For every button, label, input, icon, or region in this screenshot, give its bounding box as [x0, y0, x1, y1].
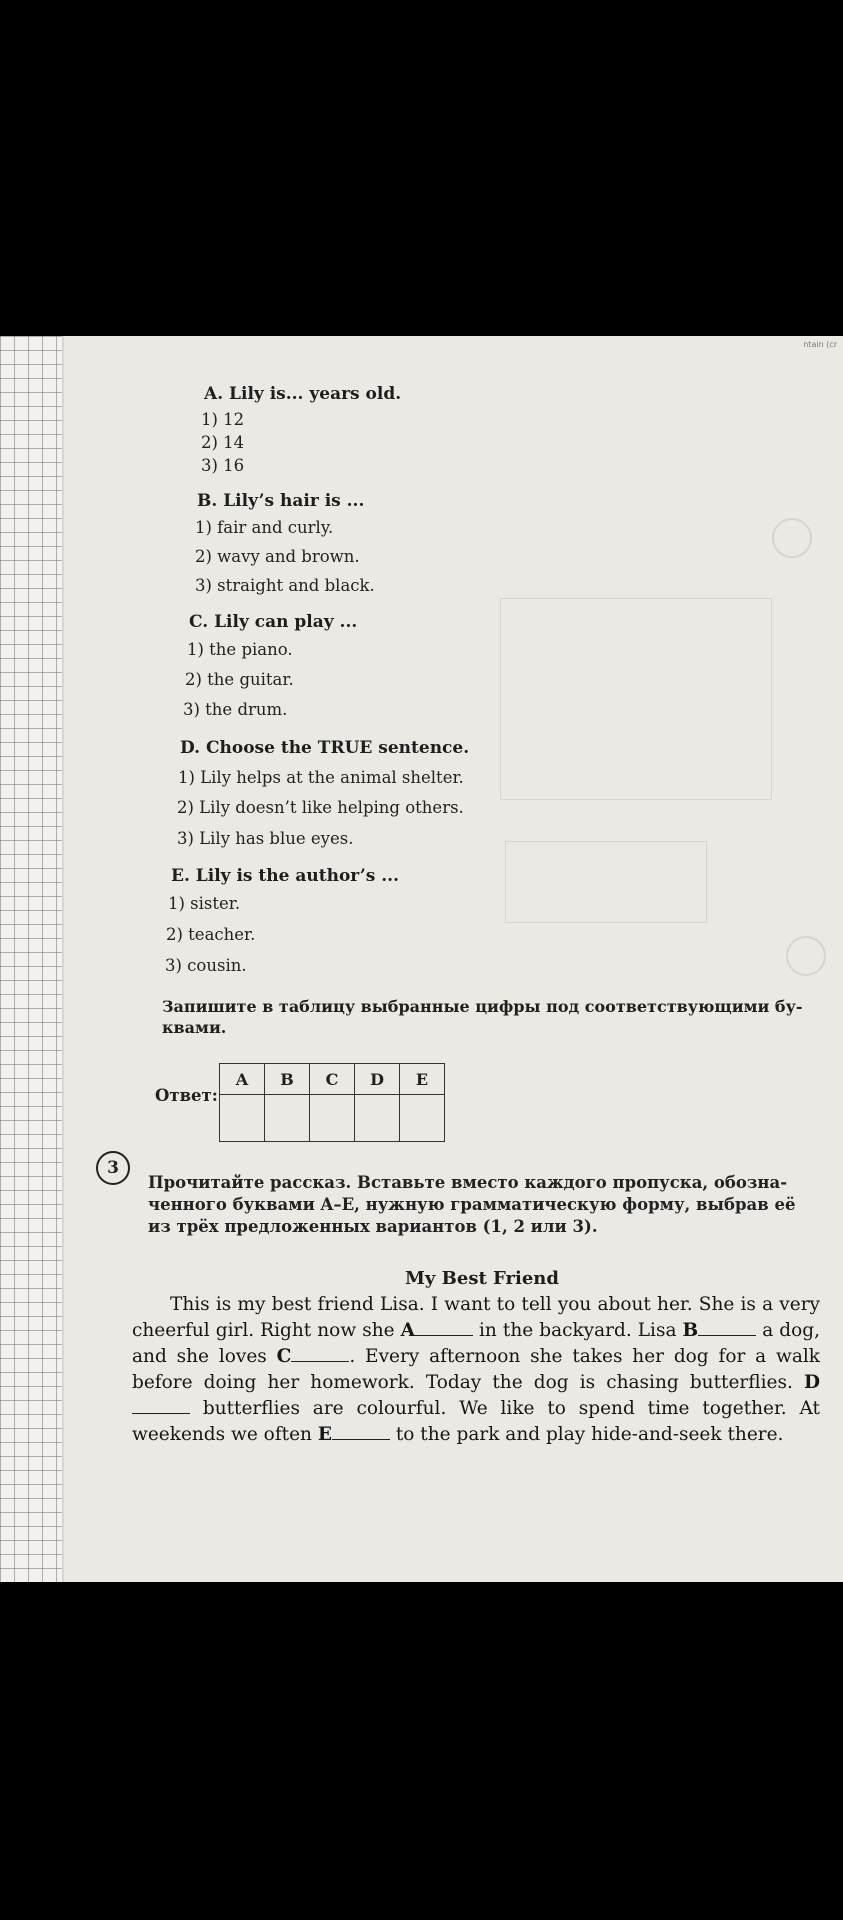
answer-cell-b[interactable]: [265, 1095, 310, 1142]
show-through-table: [505, 841, 707, 923]
gap-label-d: D: [803, 1372, 820, 1393]
answer-table-value-row: [220, 1095, 445, 1142]
gap-label-a: A: [400, 1320, 415, 1341]
answer-table: [219, 1063, 445, 1142]
story-part-6: to the park and play hide-and-seek there.: [389, 1424, 784, 1445]
show-through-circle-2: [786, 936, 826, 976]
task-3-number-badge: 3: [96, 1151, 130, 1185]
gap-e[interactable]: [332, 1423, 390, 1440]
story-part-1: This is my best friend Lisa. I want to tell you about her. She is a very cheerful girl. Right now she: [132, 1294, 820, 1341]
question-a-option-3: 3) 16: [201, 456, 245, 475]
question-b-stem: B. Lily’s hair is ...: [197, 491, 365, 511]
question-d-option-3: 3) Lily has blue eyes.: [177, 829, 354, 848]
task-3-instruction-line-1: Прочитайте рассказ. Вставьте вместо каждого пропуска, обозна-: [148, 1173, 788, 1192]
answer-cell-c[interactable]: [310, 1095, 355, 1142]
page-edge-shadow: [62, 336, 64, 1582]
question-a-option-2: 2) 14: [201, 433, 245, 452]
answer-header-e: E: [400, 1064, 445, 1095]
question-a-stem: A. Lily is... years old.: [204, 384, 402, 404]
answer-cell-a[interactable]: [220, 1095, 265, 1142]
gap-d[interactable]: [132, 1397, 190, 1414]
gap-b[interactable]: [698, 1319, 756, 1336]
answer-header-d: D: [355, 1064, 400, 1095]
gap-label-c: C: [276, 1346, 292, 1367]
table-instruction: [162, 996, 822, 1038]
question-e-option-3: 3) cousin.: [165, 956, 247, 975]
question-d-stem: D. Choose the TRUE sentence.: [180, 738, 470, 758]
story-part-3: a dog, and she loves: [132, 1320, 821, 1367]
show-through-circle: [772, 518, 812, 558]
task-3-instruction-line-3: из трёх предложенных вариантов (1, 2 или 3).: [148, 1217, 598, 1236]
answer-header-c: C: [310, 1064, 355, 1095]
corner-text: ntain (cr: [803, 340, 837, 349]
show-through-box: [500, 598, 772, 800]
answer-header-b: B: [265, 1064, 310, 1095]
gap-label-b: B: [682, 1320, 699, 1341]
question-c-option-3: 3) the drum.: [183, 700, 288, 719]
gap-label-e: E: [317, 1424, 332, 1445]
task-3-instruction-line-2: ченного буквами A–E, нужную грамматическую форму, выбрав её: [148, 1195, 796, 1214]
answer-table-header-row: [220, 1064, 445, 1095]
question-a-option-1: 1) 12: [201, 410, 245, 429]
story-part-4: . Every afternoon she takes her dog for a walk before doing her homework. Today the dog is chasing butterflies.: [132, 1346, 820, 1393]
story-part-5: butterflies are colourful. We like to spend time together. At weekends we often: [132, 1398, 820, 1445]
story-title: My Best Friend: [405, 1268, 559, 1289]
question-e: [171, 866, 399, 886]
gap-a[interactable]: [415, 1319, 473, 1336]
question-c-option-1: 1) the piano.: [187, 640, 293, 659]
task-3-instruction: [148, 1172, 818, 1238]
question-c: [189, 612, 357, 632]
gap-c[interactable]: [291, 1345, 349, 1362]
answer-label: Ответ:: [155, 1086, 218, 1105]
table-instruction-line-1: Запишите в таблицу выбранные цифры под соответствующими бу-: [162, 997, 803, 1016]
question-a: [204, 384, 401, 404]
answer-header-a: A: [220, 1064, 265, 1095]
question-b-option-2: 2) wavy and brown.: [195, 547, 360, 566]
question-b-option-1: 1) fair and curly.: [195, 518, 334, 537]
answer-cell-d[interactable]: [355, 1095, 400, 1142]
question-e-option-2: 2) teacher.: [166, 925, 256, 944]
answer-cell-e[interactable]: [400, 1095, 445, 1142]
question-d-option-2: 2) Lily doesn’t like helping others.: [177, 798, 464, 817]
question-d-option-1: 1) Lily helps at the animal shelter.: [178, 768, 464, 787]
question-d: [180, 738, 469, 758]
story-text: [132, 1292, 820, 1448]
question-c-stem: C. Lily can play ...: [189, 612, 358, 632]
table-instruction-line-2: квами.: [162, 1018, 227, 1037]
story-part-2: in the backyard. Lisa: [472, 1320, 683, 1341]
graph-paper-margin: [0, 336, 62, 1582]
question-b: [197, 491, 364, 511]
question-c-option-2: 2) the guitar.: [185, 670, 294, 689]
question-b-option-3: 3) straight and black.: [195, 576, 375, 595]
question-e-stem: E. Lily is the author’s ...: [171, 866, 400, 886]
workbook-page: [0, 336, 843, 1582]
question-e-option-1: 1) sister.: [168, 894, 241, 913]
